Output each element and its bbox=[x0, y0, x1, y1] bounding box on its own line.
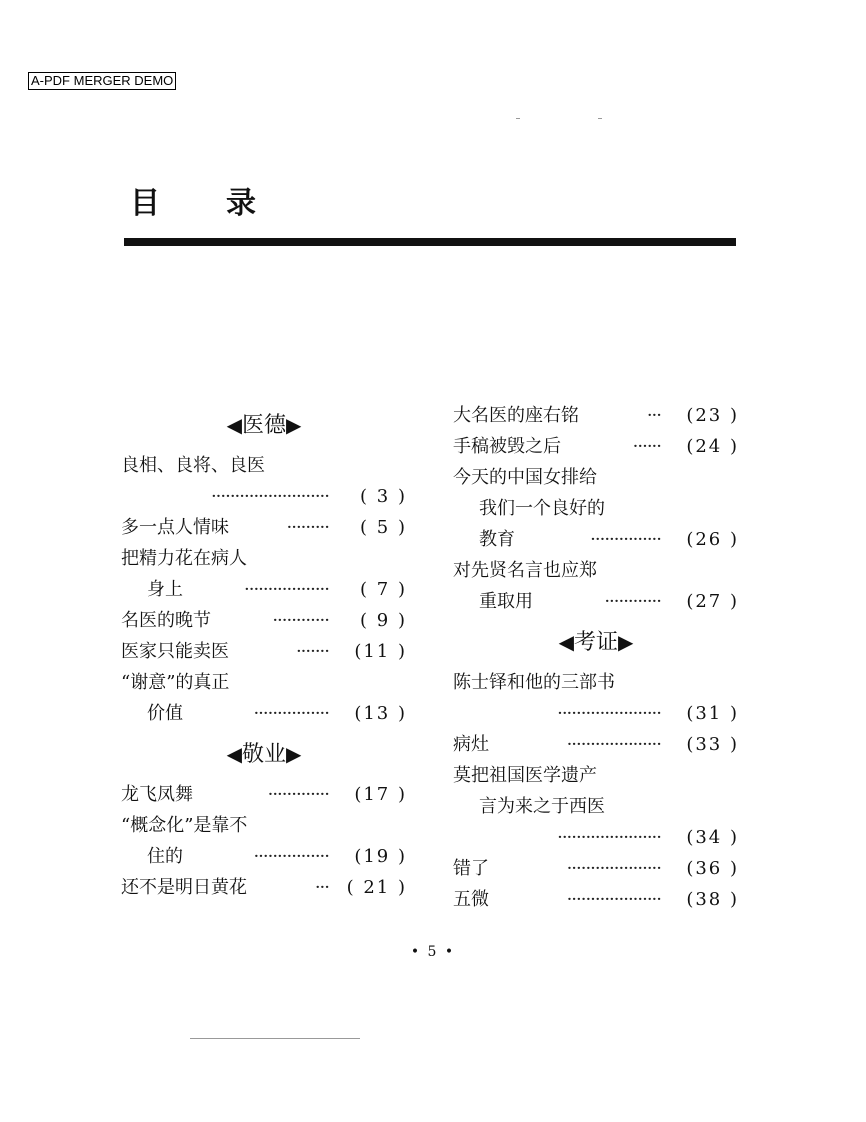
watermark-stamp: A-PDF MERGER DEMO bbox=[28, 72, 176, 90]
triangle-left-icon: ◀ bbox=[558, 630, 574, 654]
toc-page-number: (27 ) bbox=[686, 591, 739, 612]
toc-entry[interactable] bbox=[121, 779, 407, 810]
triangle-left-icon: ◀ bbox=[226, 742, 242, 766]
title-char-1: 目 bbox=[130, 186, 160, 221]
title-char-2: 录 bbox=[226, 186, 256, 221]
toc-page-number: ( 7 ) bbox=[360, 579, 407, 600]
scan-speck bbox=[190, 1038, 360, 1039]
toc-entry-title: 陈士铎和他的三部书 bbox=[453, 672, 615, 693]
dot-leader: ······················ bbox=[557, 827, 661, 848]
toc-entry-title: 大名医的座右铭 bbox=[453, 405, 579, 426]
toc-page-number: (38 ) bbox=[686, 889, 739, 910]
toc-entry[interactable] bbox=[121, 605, 407, 636]
toc-entry[interactable] bbox=[121, 512, 407, 543]
page-number: • 5 • bbox=[410, 944, 456, 960]
dot-leader: ················ bbox=[253, 846, 329, 867]
toc-entry[interactable] bbox=[121, 636, 407, 667]
toc-entry-line bbox=[453, 667, 739, 698]
dot-leader: ··· bbox=[646, 405, 661, 426]
dot-leader: ······················ bbox=[557, 703, 661, 724]
toc-page-number: (31 ) bbox=[686, 703, 739, 724]
toc-page-number: (19 ) bbox=[354, 846, 407, 867]
toc-entry[interactable] bbox=[453, 853, 739, 884]
toc-entry-title: 住的 bbox=[147, 846, 183, 867]
dot-leader: ···················· bbox=[566, 858, 661, 879]
triangle-right-icon: ▶ bbox=[618, 630, 634, 654]
toc-entry-line bbox=[121, 810, 407, 841]
section-label: 考证 bbox=[573, 630, 618, 655]
toc-entry-title: “概念化”是靠不 bbox=[121, 815, 248, 836]
toc-page-number: (11 ) bbox=[354, 641, 407, 662]
toc-entry-title: 莫把祖国医学遗产 bbox=[453, 765, 597, 786]
toc-entry[interactable] bbox=[453, 400, 739, 431]
toc-entry-title: 教育 bbox=[479, 529, 515, 550]
dot-leader: ······· bbox=[295, 641, 329, 662]
toc-entry[interactable] bbox=[121, 872, 407, 903]
toc-entry-title: 言为来之于西医 bbox=[479, 796, 605, 817]
toc-entry-title: 多一点人情味 bbox=[121, 517, 229, 538]
toc-page-number: (23 ) bbox=[686, 405, 739, 426]
dot-leader: ················ bbox=[253, 703, 329, 724]
toc-entry-title: 把精力花在病人 bbox=[121, 548, 247, 569]
triangle-right-icon: ▶ bbox=[286, 742, 302, 766]
toc-right-column bbox=[453, 400, 739, 915]
toc-entry-title: 对先贤名言也应郑 bbox=[453, 560, 597, 581]
toc-page-number: (24 ) bbox=[686, 436, 739, 457]
toc-entry[interactable] bbox=[453, 822, 739, 853]
triangle-left-icon: ◀ bbox=[226, 413, 242, 437]
toc-entry[interactable] bbox=[453, 431, 739, 462]
dot-leader: ············· bbox=[267, 784, 329, 805]
dot-leader: ········· bbox=[286, 517, 329, 538]
toc-entry[interactable] bbox=[453, 698, 739, 729]
section-heading bbox=[121, 729, 407, 779]
toc-entry-title: 价值 bbox=[147, 703, 183, 724]
toc-entry[interactable] bbox=[453, 524, 739, 555]
toc-page-number: ( 3 ) bbox=[360, 486, 407, 507]
toc-entry[interactable] bbox=[121, 698, 407, 729]
dot-leader: ···················· bbox=[566, 734, 661, 755]
dot-leader: ························· bbox=[210, 486, 329, 507]
toc-entry-line bbox=[453, 462, 739, 493]
toc-entry-title: 病灶 bbox=[453, 734, 489, 755]
toc-entry-line bbox=[453, 791, 739, 822]
toc-page-number: (34 ) bbox=[686, 827, 739, 848]
scan-speck bbox=[598, 118, 602, 119]
toc-entry-title: 名医的晚节 bbox=[121, 610, 211, 631]
dot-leader: ······ bbox=[632, 436, 661, 457]
page-title bbox=[130, 178, 256, 222]
toc-entry-line bbox=[121, 667, 407, 698]
section-label: 医德 bbox=[241, 413, 286, 438]
toc-entry-title: 医家只能卖医 bbox=[121, 641, 229, 662]
toc-entry-title: 今天的中国女排给 bbox=[453, 467, 597, 488]
toc-entry-title: 我们一个良好的 bbox=[479, 498, 605, 519]
toc-entry-title: 良相、良将、良医 bbox=[121, 455, 265, 476]
dot-leader: ··············· bbox=[590, 529, 661, 550]
toc-entry-title: 身上 bbox=[147, 579, 183, 600]
dot-leader: ···················· bbox=[566, 889, 661, 910]
dot-leader: ············ bbox=[604, 591, 661, 612]
toc-page-number: (26 ) bbox=[686, 529, 739, 550]
toc-entry-line bbox=[453, 555, 739, 586]
toc-entry[interactable] bbox=[453, 586, 739, 617]
toc-entry[interactable] bbox=[121, 574, 407, 605]
toc-entry-line bbox=[121, 450, 407, 481]
toc-entry-line bbox=[453, 760, 739, 791]
toc-entry[interactable] bbox=[453, 884, 739, 915]
triangle-right-icon: ▶ bbox=[286, 413, 302, 437]
toc-page-number: (36 ) bbox=[686, 858, 739, 879]
toc-entry-title: “谢意”的真正 bbox=[121, 672, 230, 693]
dot-leader: ·················· bbox=[244, 579, 329, 600]
section-heading bbox=[453, 617, 739, 667]
dot-leader: ············ bbox=[272, 610, 329, 631]
toc-page-number: (13 ) bbox=[354, 703, 407, 724]
toc-page-number: (33 ) bbox=[686, 734, 739, 755]
toc-entry-title: 还不是明日黄花 bbox=[121, 877, 247, 898]
title-rule bbox=[124, 238, 736, 246]
dot-leader: ··· bbox=[314, 877, 329, 898]
toc-left-column bbox=[121, 400, 407, 903]
toc-entry-title: 手稿被毁之后 bbox=[453, 436, 561, 457]
toc-page-number: ( 5 ) bbox=[360, 517, 407, 538]
toc-entry[interactable] bbox=[453, 729, 739, 760]
toc-entry-line bbox=[121, 543, 407, 574]
toc-entry-title: 错了 bbox=[453, 858, 489, 879]
scan-speck bbox=[516, 118, 520, 119]
toc-entry-title: 龙飞凤舞 bbox=[121, 784, 193, 805]
toc-entry[interactable] bbox=[121, 481, 407, 512]
toc-entry[interactable] bbox=[121, 841, 407, 872]
toc-page-number: ( 21 ) bbox=[346, 877, 407, 898]
toc-page-number: (17 ) bbox=[354, 784, 407, 805]
toc-page-number: ( 9 ) bbox=[360, 610, 407, 631]
toc-entry-title: 五微 bbox=[453, 889, 489, 910]
toc-entry-title: 重取用 bbox=[479, 591, 533, 612]
toc-entry-line bbox=[453, 493, 739, 524]
section-label: 敬业 bbox=[241, 742, 286, 767]
section-heading bbox=[121, 400, 407, 450]
